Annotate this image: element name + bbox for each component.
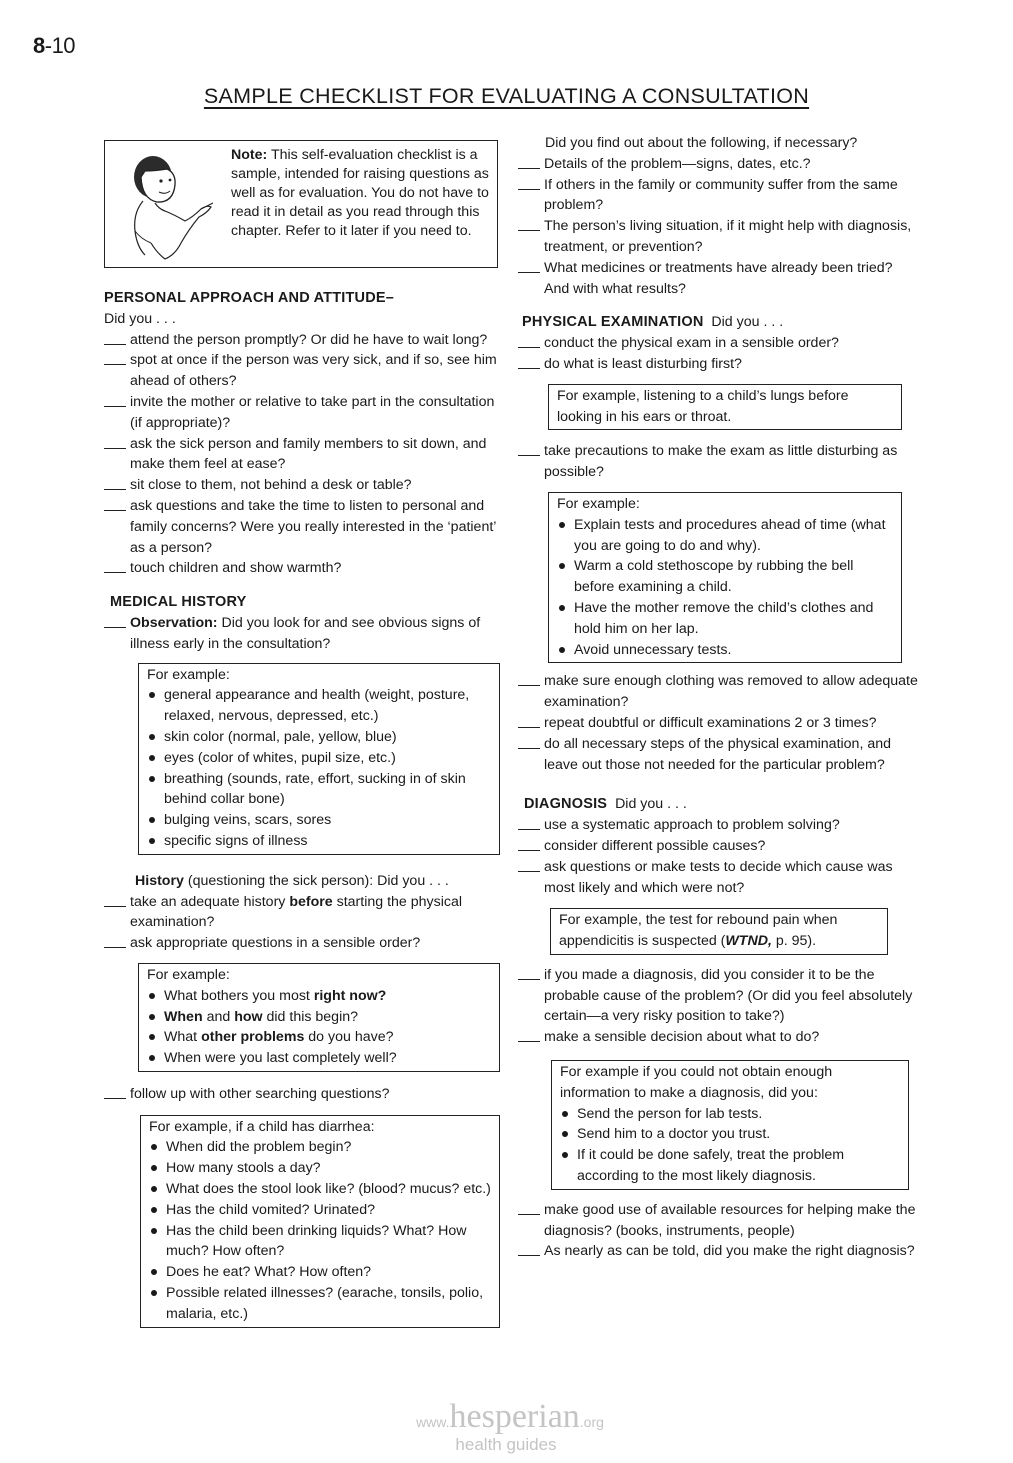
checklist-item[interactable] xyxy=(518,1027,918,1048)
checklist-item-text: conduct the physical exam in a sensible order? xyxy=(544,335,839,352)
example-box-rebound-pain xyxy=(550,908,888,955)
checklist-item-text: ask appropriate questions in a sensible order? xyxy=(130,935,421,952)
checklist-item-text: ask the sick person and family members to sit down, and make them feel at ease? xyxy=(130,435,487,473)
emphasis-text: other problems xyxy=(201,1029,305,1046)
note-text xyxy=(231,146,493,241)
child-pointing-illustration xyxy=(115,147,221,263)
checklist-item[interactable] xyxy=(104,892,504,934)
checklist-item-text: ask questions and take the time to listen to personal and family concerns? Were you really interested in the ‘patient’ as a person? xyxy=(130,497,496,556)
section-heading-personal-approach: PERSONAL APPROACH AND ATTITUDE– xyxy=(104,290,395,306)
example-bullet: Warm a cold stethoscope by rubbing the bell before examining a child. xyxy=(557,556,893,598)
checklist-item[interactable] xyxy=(518,441,918,483)
checklist-item[interactable] xyxy=(104,475,504,496)
check-blank[interactable] xyxy=(518,829,540,830)
checklist-item[interactable] xyxy=(518,671,918,713)
check-blank[interactable] xyxy=(104,906,126,907)
checklist-item[interactable] xyxy=(518,258,918,300)
checklist-item[interactable] xyxy=(518,216,918,258)
checklist-item[interactable] xyxy=(518,1241,918,1262)
checklist-item-text: invite the mother or relative to take part in the consultation (if appropriate)? xyxy=(130,393,495,431)
checklist-item-text: The person’s living situation, if it might help with diagnosis, treatment, or prevention? xyxy=(544,218,912,255)
checklist-item-text: make a sensible decision about what to do? xyxy=(544,1029,820,1046)
book-reference: WTND, xyxy=(725,933,772,950)
checklist-item[interactable] xyxy=(518,1200,918,1242)
checklist-item-text: If others in the family or community suffer from the same problem? xyxy=(544,176,898,214)
observation-label: Observation: xyxy=(130,614,218,631)
check-blank[interactable] xyxy=(518,272,540,273)
checklist-item-observation[interactable] xyxy=(104,613,504,655)
example-bullet: If it could be done safely, treat the problem according to the most likely diagnosis. xyxy=(560,1145,900,1187)
check-blank[interactable] xyxy=(104,406,126,407)
history-intro-text: (questioning the sick person): Did you . . . xyxy=(187,872,449,889)
example-bullet: skin color (normal, pale, yellow, blue) xyxy=(147,727,491,748)
example-bullet: general appearance and health (weight, posture, relaxed, nervous, depressed, etc.) xyxy=(147,685,491,727)
emphasis-text: right now? xyxy=(313,987,387,1004)
history-label: History xyxy=(135,872,184,889)
checklist-item-text: touch children and show warmth? xyxy=(130,560,342,577)
example-bullet xyxy=(147,1027,491,1048)
example-bullet: specific signs of illness xyxy=(147,831,491,852)
example-bullet: Explain tests and procedures ahead of time (what you are going to do and why). xyxy=(557,515,893,557)
example-intro: For example: xyxy=(147,666,230,683)
section-heading-diagnosis xyxy=(518,794,918,815)
checklist-item[interactable] xyxy=(518,175,918,217)
checklist-item-text: take precautions to make the exam as little disturbing as possible? xyxy=(544,443,898,481)
checklist-item-text: sit close to them, not behind a desk or table? xyxy=(130,477,412,494)
checklist-item-text: make sure enough clothing was removed to allow adequate examination? xyxy=(544,673,918,711)
checklist-item-text: What medicines or treatments have already been tried? And with what results? xyxy=(544,259,893,297)
check-blank[interactable] xyxy=(104,947,126,948)
check-blank[interactable] xyxy=(104,572,126,573)
example-intro: For example, if a child has diarrhea: xyxy=(149,1118,375,1135)
checklist-item[interactable] xyxy=(104,434,504,476)
checklist-item[interactable] xyxy=(104,350,504,392)
example-intro: For example: xyxy=(147,966,230,983)
checklist-item[interactable] xyxy=(518,857,918,899)
heading-suffix: Did you . . . xyxy=(711,314,784,331)
checklist-item-text: consider different possible causes? xyxy=(544,837,766,854)
example-box-observation xyxy=(138,663,500,855)
page-number xyxy=(33,33,75,59)
check-blank[interactable] xyxy=(104,1098,126,1099)
emphasis-text: how xyxy=(234,1008,263,1025)
emphasis-text: When xyxy=(164,1008,203,1025)
example-bullet: breathing (sounds, rate, effort, sucking in of skin behind collar bone) xyxy=(147,769,491,811)
heading-text: PHYSICAL EXAMINATION xyxy=(522,314,704,331)
example-text: p. 95). xyxy=(771,933,817,950)
page-title: SAMPLE CHECKLIST FOR EVALUATING A CONSULTATION xyxy=(203,84,810,108)
watermark-suffix: .org xyxy=(579,1414,604,1430)
section-heading-physical-exam xyxy=(518,312,918,333)
example-bullet xyxy=(147,1007,491,1028)
check-blank[interactable] xyxy=(518,168,540,169)
example-text: For example, the test for rebound pain when appendicitis is suspected ( xyxy=(559,912,838,950)
check-blank[interactable] xyxy=(104,510,126,511)
checklist-item-text: take an adequate history xyxy=(130,893,290,910)
check-blank[interactable] xyxy=(518,368,540,369)
check-blank[interactable] xyxy=(104,489,126,490)
example-box-precautions xyxy=(548,492,902,663)
watermark-url xyxy=(380,1398,640,1437)
example-bullet: Avoid unnecessary tests. xyxy=(557,640,893,661)
example-intro: For example: xyxy=(557,495,640,512)
right-column xyxy=(518,133,918,1262)
example-box-questions xyxy=(138,963,500,1072)
check-blank[interactable] xyxy=(518,871,540,872)
checklist-item-text: attend the person promptly? Or did he have to wait long? xyxy=(130,331,488,348)
watermark-prefix: www. xyxy=(416,1414,450,1430)
note-box xyxy=(104,140,498,268)
checklist-item-text: follow up with other searching questions? xyxy=(130,1085,390,1102)
example-bullet: What does the stool look like? (blood? mucus? etc.) xyxy=(149,1179,491,1200)
check-blank[interactable] xyxy=(518,1041,540,1042)
example-bullet: Send him to a doctor you trust. xyxy=(560,1124,900,1145)
check-blank[interactable] xyxy=(518,850,540,851)
check-blank[interactable] xyxy=(518,455,540,456)
check-blank[interactable] xyxy=(104,448,126,449)
check-blank[interactable] xyxy=(518,1214,540,1215)
example-bullet: Have the mother remove the child’s clothes and hold him on her lap. xyxy=(557,598,893,640)
checklist-item[interactable] xyxy=(518,965,918,1027)
check-blank[interactable] xyxy=(518,1255,540,1256)
checklist-item-text: do what is least disturbing first? xyxy=(544,355,742,372)
checklist-item-text: make good use of available resources for helping make the diagnosis? (books, instruments, people) xyxy=(544,1201,916,1239)
bullet-text: What bothers you most xyxy=(164,987,314,1004)
example-box-diarrhea xyxy=(140,1115,500,1328)
check-blank[interactable] xyxy=(518,979,540,980)
checklist-item-text: Did you look for and see obvious signs of illness early in the consultation? xyxy=(130,614,481,652)
example-bullet: eyes (color of whites, pupil size, etc.) xyxy=(147,748,491,769)
checklist-item[interactable] xyxy=(104,933,504,954)
checklist-item[interactable] xyxy=(518,154,918,175)
example-bullet: bulging veins, scars, sores xyxy=(147,810,491,831)
check-blank[interactable] xyxy=(104,627,126,628)
checklist-item[interactable] xyxy=(104,330,504,351)
hesperian-watermark[interactable] xyxy=(380,1398,640,1454)
example-bullet: When did the problem begin? xyxy=(149,1137,491,1158)
example-bullet: Possible related illnesses? (earache, tonsils, polio, malaria, etc.) xyxy=(149,1283,491,1325)
left-column xyxy=(104,140,504,1336)
example-bullet xyxy=(147,986,491,1007)
heading-text: DIAGNOSIS xyxy=(524,796,608,813)
checklist-item-text: do all necessary steps of the physical examination, and leave out those not needed for the particular problem? xyxy=(544,735,892,773)
section-heading-medical-history: MEDICAL HISTORY xyxy=(110,594,247,611)
note-body: This self-evaluation checklist is a sample, intended for raising questions as well as for evaluation. You do not have to read it in detail as you read through this chapter. Refer to it later if you need to. xyxy=(231,147,489,239)
example-intro: For example if you could not obtain enough information to make a diagnosis, did you: xyxy=(560,1064,833,1101)
checklist-item[interactable] xyxy=(518,713,918,734)
check-blank[interactable] xyxy=(104,344,126,345)
check-blank[interactable] xyxy=(518,347,540,348)
example-bullet: Has the child vomited? Urinated? xyxy=(149,1200,491,1221)
page-number-suffix: -10 xyxy=(44,33,76,58)
check-blank[interactable] xyxy=(518,748,540,749)
example-bullet: Does he eat? What? How often? xyxy=(149,1262,491,1283)
checklist-item-text: spot at once if the person was very sick, and if so, see him ahead of others? xyxy=(130,352,497,390)
example-bullet: Send the person for lab tests. xyxy=(560,1104,900,1125)
find-out-intro: Did you find out about the following, if necessary? xyxy=(545,135,858,151)
personal-approach-intro: Did you . . . xyxy=(104,310,176,327)
checklist-item[interactable] xyxy=(518,333,918,354)
checklist-item[interactable] xyxy=(518,815,918,836)
checklist-item-text: use a systematic approach to problem solving? xyxy=(544,817,840,834)
history-intro xyxy=(104,871,504,892)
chapter-number: 8 xyxy=(33,33,45,58)
checklist-item[interactable] xyxy=(104,558,504,579)
example-bullet: When were you last completely well? xyxy=(147,1048,491,1069)
checklist-item-text: As nearly as can be told, did you make the right diagnosis? xyxy=(544,1243,915,1260)
checklist-item[interactable] xyxy=(518,734,918,776)
checklist-item-text: repeat doubtful or difficult examinations 2 or 3 times? xyxy=(544,714,877,731)
bullet-text: What xyxy=(164,1029,202,1046)
checklist-item[interactable] xyxy=(518,354,918,375)
bullet-text: did this begin? xyxy=(262,1008,359,1025)
example-bullet: Has the child been drinking liquids? What? How much? How often? xyxy=(149,1221,491,1263)
bullet-text: do you have? xyxy=(304,1029,394,1046)
check-blank[interactable] xyxy=(104,364,126,365)
checklist-item-text: ask questions or make tests to decide which cause was most likely and which were not? xyxy=(544,858,893,896)
checklist-item[interactable] xyxy=(518,836,918,857)
checklist-item-text: starting the physical examination? xyxy=(130,893,463,931)
check-blank[interactable] xyxy=(518,727,540,728)
checklist-item[interactable] xyxy=(104,496,504,558)
checklist-item-text: if you made a diagnosis, did you consider it to be the probable cause of the problem? (Or did you feel absolutely certain—a very risky position to take?) xyxy=(544,966,913,1025)
emphasis-text: before xyxy=(289,893,333,910)
watermark-brand: hesperian xyxy=(449,1398,580,1435)
example-bullet: How many stools a day? xyxy=(149,1158,491,1179)
checklist-item[interactable] xyxy=(104,392,504,434)
check-blank[interactable] xyxy=(518,189,540,190)
check-blank[interactable] xyxy=(518,230,540,231)
example-box-least-disturbing: For example, listening to a child’s lungs before looking in his ears or throat. xyxy=(548,384,902,431)
checklist-item[interactable] xyxy=(104,1084,504,1105)
heading-suffix: Did you . . . xyxy=(615,796,687,813)
check-blank[interactable] xyxy=(518,685,540,686)
watermark-tagline: health guides xyxy=(455,1435,557,1454)
bullet-text: and xyxy=(202,1008,235,1025)
checklist-item-text: Details of the problem—signs, dates, etc.? xyxy=(544,155,811,172)
note-label: Note: xyxy=(231,147,268,163)
example-box-insufficient-info xyxy=(551,1060,909,1190)
